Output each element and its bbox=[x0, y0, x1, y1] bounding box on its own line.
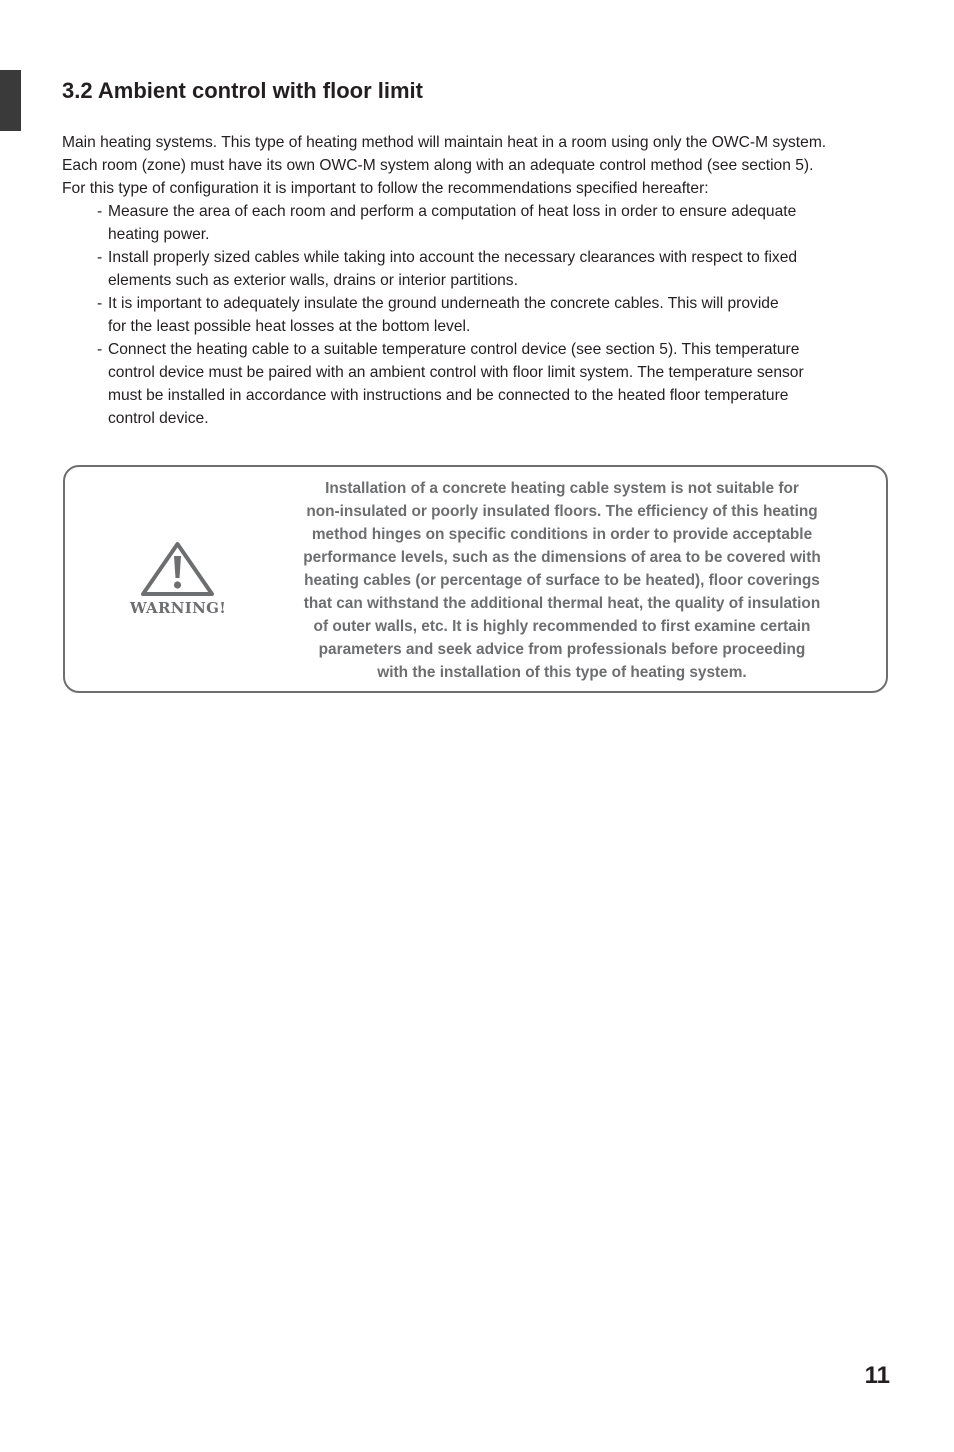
intro-paragraph bbox=[62, 131, 902, 200]
list-item-line: must be installed in accordance with instructions and be connected to the heated floor temperature bbox=[108, 387, 789, 404]
intro-line: Each room (zone) must have its own OWC-M system along with an adequate control method (see section 5). bbox=[62, 157, 814, 174]
page-number: 11 bbox=[864, 1362, 890, 1389]
list-item bbox=[62, 246, 902, 292]
warning-text-line: non-insulated or poorly insulated floors. The efficiency of this heating bbox=[306, 503, 818, 520]
recommendations-list bbox=[62, 200, 902, 430]
bullet-marker: - bbox=[97, 295, 103, 312]
list-item-line: for the least possible heat losses at the bottom level. bbox=[108, 318, 471, 335]
warning-text-line: with the installation of this type of heating system. bbox=[377, 664, 747, 681]
warning-text-line: method hinges on specific conditions in order to provide acceptable bbox=[311, 526, 813, 543]
intro-line: For this type of configuration it is important to follow the recommendations specified hereafter: bbox=[62, 180, 709, 197]
bullet-marker: - bbox=[97, 249, 103, 266]
list-item bbox=[62, 292, 902, 338]
warning-triangle-icon bbox=[140, 540, 215, 598]
section-heading: 3.2 Ambient control with floor limit bbox=[62, 78, 423, 103]
warning-text-line: parameters and seek advice from professionals before proceeding bbox=[318, 641, 806, 658]
bullet-marker: - bbox=[97, 341, 103, 358]
warning-text-line: performance levels, such as the dimensions of area to be covered with bbox=[303, 549, 821, 566]
bullet-marker: - bbox=[97, 203, 103, 220]
list-item-line: It is important to adequately insulate the ground underneath the concrete cables. This will provide bbox=[108, 295, 779, 312]
warning-label: WARNING! bbox=[129, 599, 227, 617]
warning-text-line: Installation of a concrete heating cable system is not suitable for bbox=[325, 480, 799, 497]
list-item-line: heating power. bbox=[108, 226, 210, 243]
list-item-line: Connect the heating cable to a suitable temperature control device (see section 5). This temperature bbox=[108, 341, 800, 358]
warning-text-line: of outer walls, etc. It is highly recommended to first examine certain bbox=[313, 618, 811, 635]
list-item-line: Install properly sized cables while taking into account the necessary clearances with respect to fixed bbox=[108, 249, 798, 266]
list-item-line: Measure the area of each room and perform a computation of heat loss in order to ensure adequate bbox=[108, 203, 797, 220]
section-side-tab bbox=[0, 70, 21, 131]
list-item-line: control device must be paired with an ambient control with floor limit system. The temperature sensor bbox=[108, 364, 804, 381]
warning-text bbox=[272, 477, 852, 684]
list-item-line: control device. bbox=[108, 410, 209, 427]
intro-line: Main heating systems. This type of heating method will maintain heat in a room using only the OWC-M system. bbox=[62, 134, 827, 151]
list-item bbox=[62, 338, 902, 430]
warning-text-line: heating cables (or percentage of surface to be heated), floor coverings bbox=[304, 572, 820, 589]
warning-text-line: that can withstand the additional thermal heat, the quality of insulation bbox=[303, 595, 821, 612]
section-body bbox=[62, 131, 902, 430]
list-item bbox=[62, 200, 902, 246]
list-item-line: elements such as exterior walls, drains or interior partitions. bbox=[108, 272, 518, 289]
